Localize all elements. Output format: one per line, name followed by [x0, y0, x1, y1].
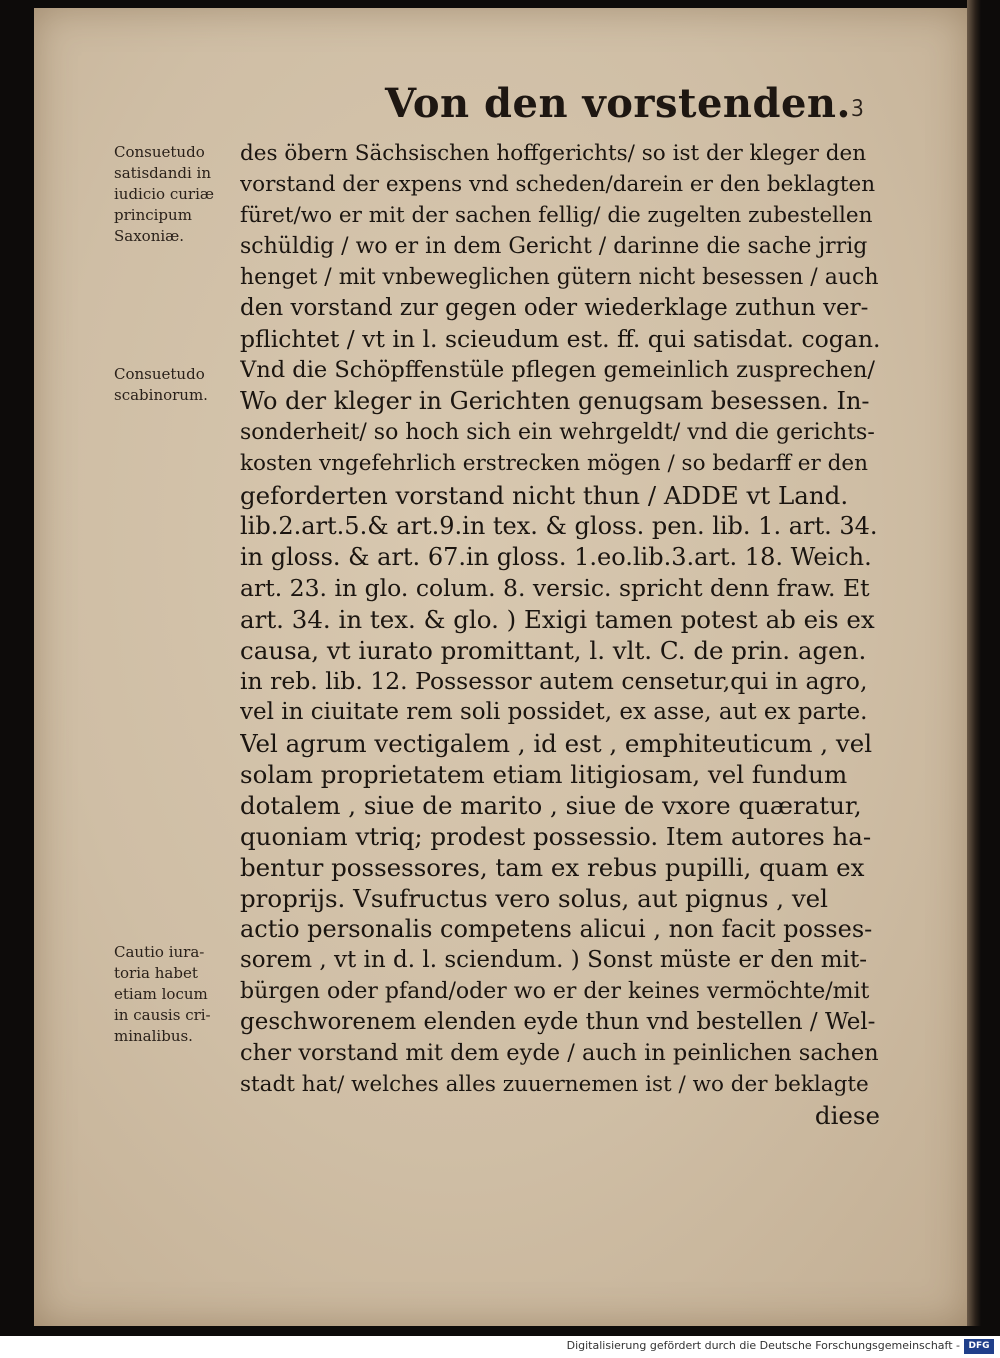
- page-mark: ꝫ: [852, 92, 864, 117]
- text-line: stadt hat/ welches alles zuuernemen ist / wo der beklagte: [240, 1072, 869, 1098]
- text-line: den vorstand zur gegen oder wiederklage zuthun ver-: [240, 295, 869, 322]
- text-line: kosten vngefehrlich erstrecken mögen / so bedarff er den: [240, 451, 868, 477]
- text-line: geforderten vorstand nicht thun / ADDE vt Land.: [240, 480, 849, 510]
- text-line: geschworenem elenden eyde thun vnd bestellen / Wel-: [240, 1009, 876, 1036]
- marginal-note-line: satisdandi in: [114, 164, 211, 182]
- marginal-note-line: Consuetudo: [114, 143, 205, 161]
- text-line: schüldig / wo er in dem Gericht / darinne die sache jrrig: [240, 234, 868, 260]
- marginal-note-3: [114, 942, 238, 1047]
- marginal-note-1: [114, 142, 238, 247]
- marginal-note-line: minalibus.: [114, 1027, 193, 1045]
- marginal-note-line: Cautio iura-: [114, 943, 205, 961]
- text-line: proprijs. Vsufructus vero solus, aut pignus , vel: [240, 884, 828, 914]
- text-line: füret/wo er mit der sachen fellig/ die zugelten zubestellen: [240, 203, 873, 229]
- text-line: solam proprietatem etiam litigiosam, vel fundum: [240, 759, 848, 789]
- marginal-note-line: scabinorum.: [114, 386, 208, 404]
- marginal-note-line: toria habet: [114, 964, 198, 982]
- catchword: diese: [814, 1101, 880, 1131]
- text-line: in reb. lib. 12. Possessor autem censetur,qui in agro,: [240, 666, 868, 695]
- text-line: cher vorstand mit dem eyde / auch in peinlichen sachen: [240, 1040, 879, 1067]
- marginal-note-line: etiam locum: [114, 985, 208, 1003]
- text-line: Vel agrum vectigalem , id est , emphiteuticum , vel: [240, 728, 873, 758]
- text-line: causa, vt iurato promittant, l. vlt. C. de prin. agen.: [240, 635, 867, 665]
- dfg-logo: DFG: [964, 1339, 994, 1354]
- text-line: dotalem , siue de marito , siue de vxore quæratur,: [240, 790, 862, 820]
- text-line: art. 23. in glo. colum. 8. versic. spricht denn fraw. Et: [240, 573, 870, 602]
- page-edge: [967, 0, 981, 1326]
- text-line: vorstand der expens vnd scheden/darein er den beklagten: [240, 172, 876, 198]
- marginal-note-line: iudicio curiæ: [114, 185, 214, 203]
- text-line: quoniam vtriq; prodest possessio. Item autores ha-: [240, 822, 872, 852]
- text-line: Vnd die Schöpffenstüle pflegen gemeinlich zusprechen/: [240, 357, 875, 384]
- text-line: lib.2.art.5.& art.9.in tex. & gloss. pen. lib. 1. art. 34.: [240, 511, 878, 540]
- text-line: actio personalis competens alicui , non facit posses-: [240, 915, 873, 944]
- text-line: henget / mit vnbeweglichen gütern nicht besessen / auch: [240, 265, 879, 291]
- marginal-note-2: [114, 364, 238, 406]
- marginal-note-line: in causis cri-: [114, 1006, 211, 1024]
- body-text: [240, 138, 880, 1132]
- text-line: sorem , vt in d. l. sciendum. ) Sonst müste er den mit-: [240, 947, 867, 974]
- text-line: in gloss. & art. 67.in gloss. 1.eo.lib.3.art. 18. Weich.: [240, 542, 872, 571]
- marginal-note-line: Consuetudo: [114, 365, 205, 383]
- text-line: pflichtet / vt in l. scieudum est. ff. qui satisdat. cogan.: [240, 325, 880, 354]
- text-line: art. 34. in tex. & glo. ) Exigi tamen potest ab eis ex: [240, 604, 875, 634]
- text-line: bentur possessores, tam ex rebus pupilli, quam ex: [240, 853, 865, 883]
- running-head: Von den vorstenden.: [385, 80, 851, 127]
- text-line: bürgen oder pfand/oder wo er der keines vermöchte/mit: [240, 979, 870, 1005]
- text-line: des öbern Sächsischen hoffgerichts/ so ist der kleger den: [240, 141, 867, 166]
- funding-credit: Digitalisierung gefördert durch die Deutsche Forschungsgemeinschaft -: [566, 1339, 960, 1352]
- text-line: vel in ciuitate rem soli possidet, ex asse, aut ex parte.: [240, 698, 868, 725]
- marginal-note-line: principum: [114, 206, 192, 224]
- text-line: sonderheit/ so hoch sich ein wehrgeldt/ vnd die gerichts-: [240, 420, 875, 446]
- text-line: Wo der kleger in Gerichten genugsam besessen. In-: [240, 387, 870, 416]
- footer-bar: [0, 1336, 1000, 1358]
- marginal-note-line: Saxoniæ.: [114, 227, 185, 245]
